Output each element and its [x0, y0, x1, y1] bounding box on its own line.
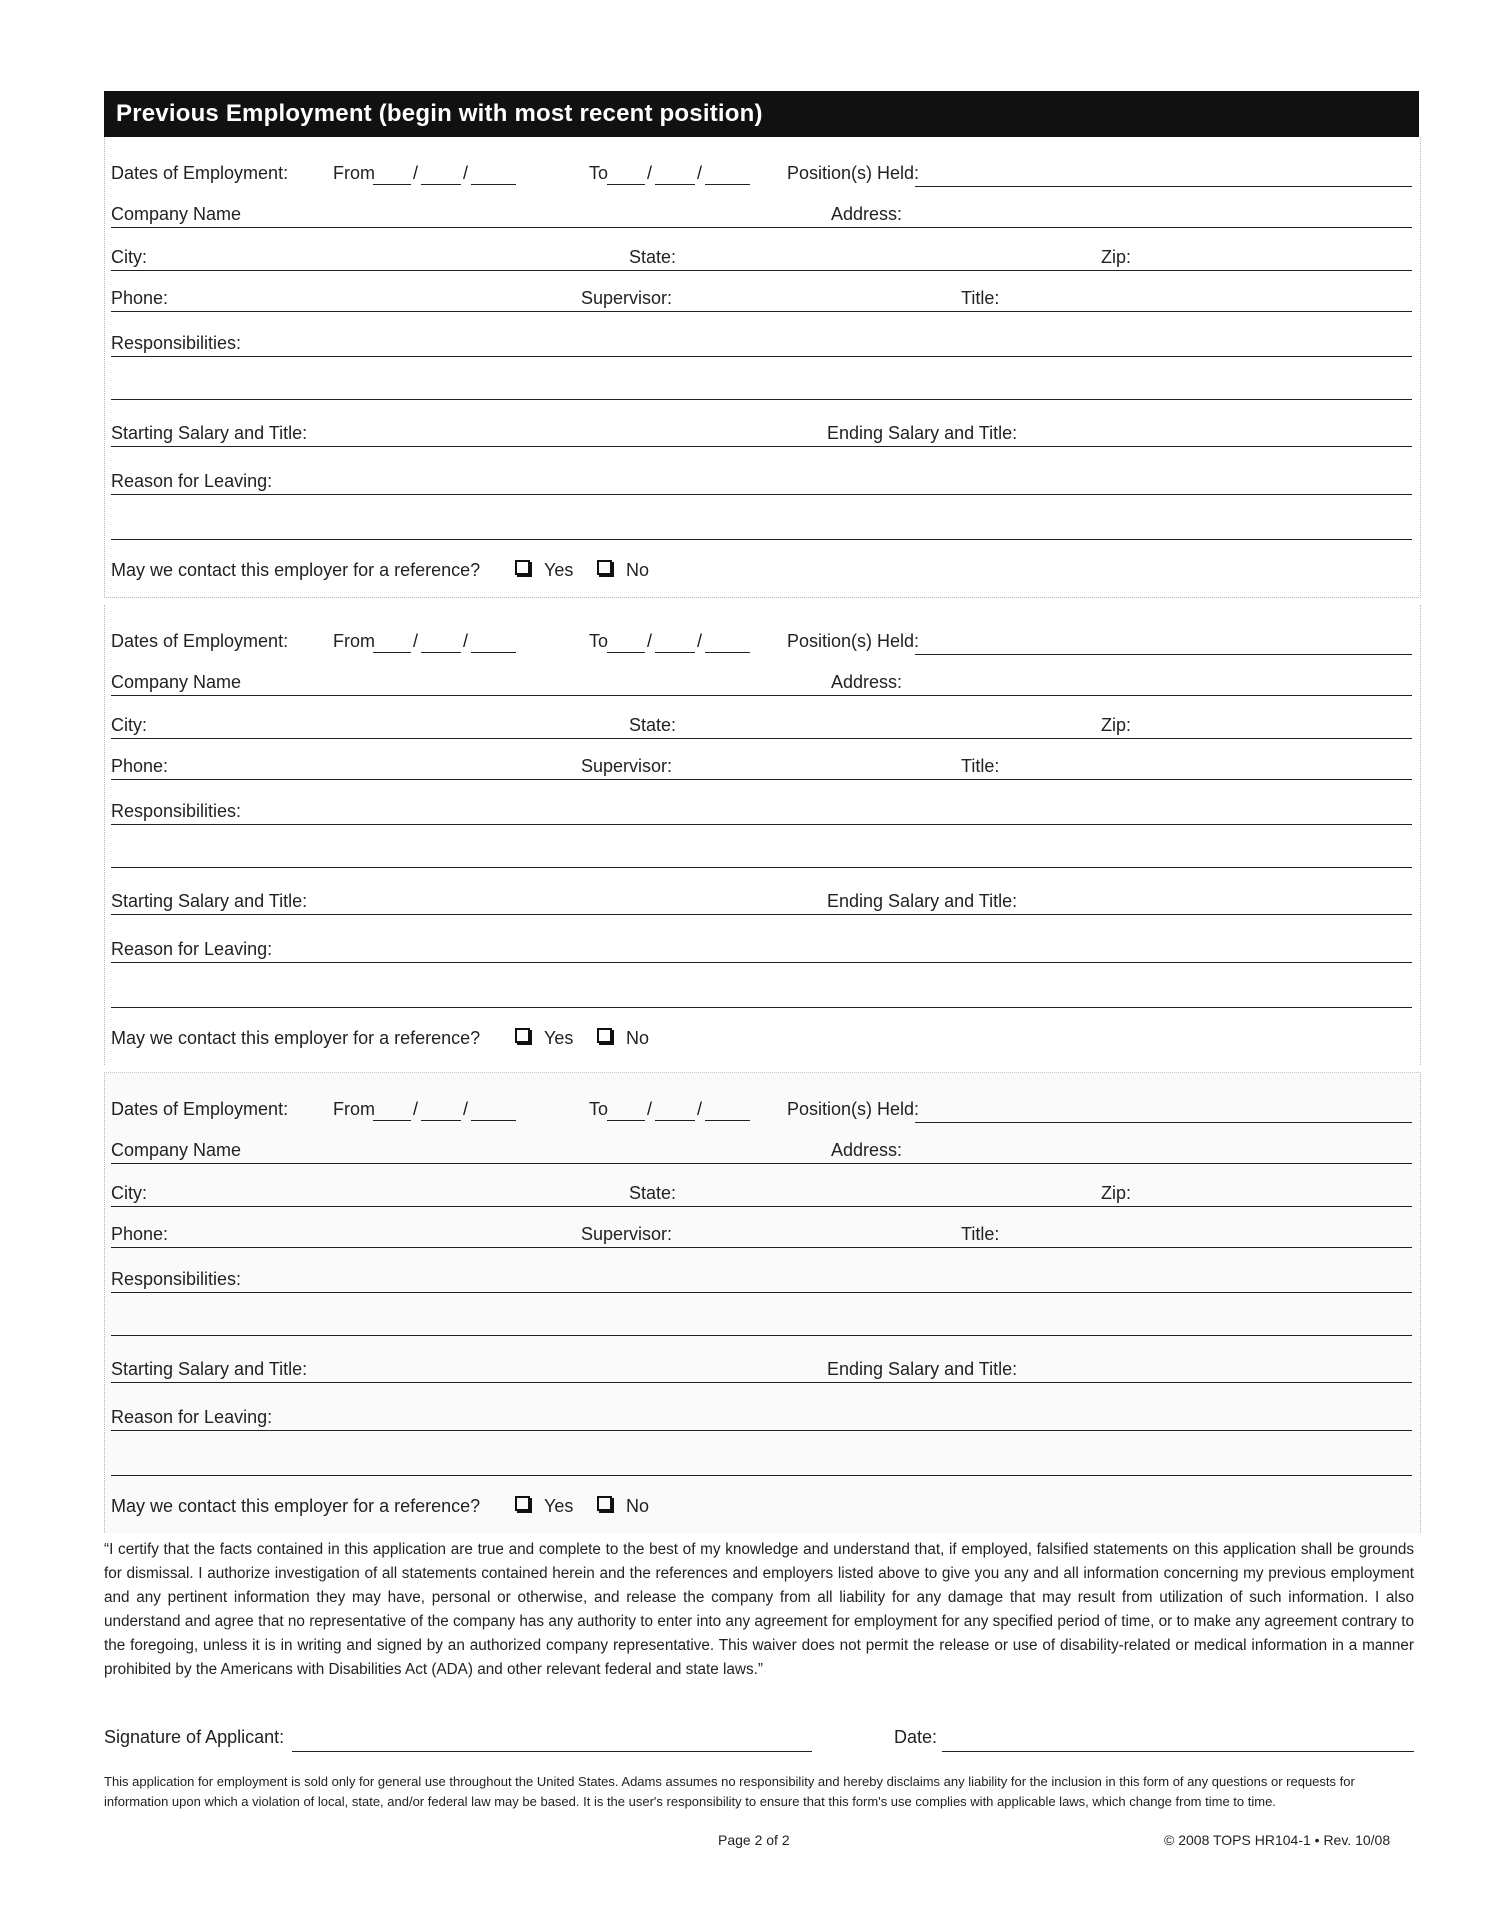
to-label: To [589, 631, 609, 651]
contact-yes-checkbox[interactable] [515, 1028, 530, 1043]
starting-salary-label: Starting Salary and Title: [111, 1359, 308, 1379]
copyright-text: © 2008 TOPS HR104-1 • Rev. 10/08 [1164, 1832, 1391, 1848]
responsibilities-label: Responsibilities: [111, 333, 242, 353]
salary-line[interactable] [111, 1382, 1412, 1383]
phone-label: Phone: [111, 288, 169, 308]
reason-line[interactable] [111, 494, 1412, 495]
salary-line[interactable] [111, 446, 1412, 447]
address-label: Address: [831, 204, 903, 224]
company-label: Company Name [111, 1140, 242, 1160]
supervisor-label: Supervisor: [581, 288, 673, 308]
address-label: Address: [831, 672, 903, 692]
date-label: Date: [894, 1727, 938, 1747]
dates-label: Dates of Employment: [111, 631, 289, 651]
company-label: Company Name [111, 672, 242, 692]
phone-line[interactable] [111, 1247, 1412, 1248]
contact-no-checkbox[interactable] [597, 560, 612, 575]
responsibilities-extra-row [111, 1311, 1412, 1333]
to-date-field[interactable]: / / [607, 630, 757, 652]
contact-question: May we contact this employer for a reference? [111, 1496, 481, 1516]
contact-yes-checkbox[interactable] [515, 1496, 530, 1511]
contact-question: May we contact this employer for a reference? [111, 560, 481, 580]
phone-row [111, 287, 1412, 309]
reason-row [111, 938, 1412, 960]
from-label: From [333, 1099, 375, 1119]
state-label: State: [629, 715, 677, 735]
contact-yes-checkbox[interactable] [515, 560, 530, 575]
reason-line[interactable] [111, 962, 1412, 963]
ending-salary-label: Ending Salary and Title: [827, 1359, 1018, 1379]
contact-row [111, 1495, 1412, 1517]
company-line[interactable] [111, 695, 1412, 696]
phone-row [111, 1223, 1412, 1245]
reason-row [111, 1406, 1412, 1428]
title-label: Title: [961, 1224, 1000, 1244]
ending-salary-label: Ending Salary and Title: [827, 891, 1018, 911]
responsibilities-extra-line[interactable] [111, 1335, 1412, 1336]
supervisor-label: Supervisor: [581, 1224, 673, 1244]
company-line[interactable] [111, 1163, 1412, 1164]
responsibilities-row [111, 800, 1412, 822]
reason-label: Reason for Leaving: [111, 939, 273, 959]
contact-no-label: No [626, 1496, 650, 1516]
salary-row [111, 1358, 1412, 1380]
starting-salary-label: Starting Salary and Title: [111, 423, 308, 443]
signature-line[interactable] [292, 1751, 812, 1752]
date-line[interactable] [942, 1751, 1414, 1752]
position-line[interactable] [915, 1122, 1412, 1123]
from-date-field[interactable]: / / [373, 630, 523, 652]
reason-line[interactable] [111, 1430, 1412, 1431]
reason-label: Reason for Leaving: [111, 1407, 273, 1427]
contact-no-label: No [626, 560, 650, 580]
state-label: State: [629, 1183, 677, 1203]
responsibilities-label: Responsibilities: [111, 1269, 242, 1289]
reason-extra-line[interactable] [111, 539, 1412, 540]
position-label: Position(s) Held: [787, 163, 920, 183]
employment-block [104, 137, 1421, 598]
phone-row [111, 755, 1412, 777]
zip-label: Zip: [1101, 1183, 1132, 1203]
certification-statement: “I certify that the facts contained in this application are true and complete to the best of my knowledge and understand that, if employed, falsified statements on this application shall be grounds for dismissal. I authorize investigation of all statements contained herein and the references and employers listed above to give you any and all information concerning my previous employment and any pertinent information they may have, personal or otherwise, and release the company from all liability for any damage that may result from utilization of such information. I also understand and agree that no representative of the company has any authority to enter into any agreement for employment for any specified period of time, or to make any agreement contrary to the foregoing, unless it is in writing and signed by an authorized company representative. This waiver does not permit the release or use of disability-related or medical information in a manner prohibited by the Americans with Disabilities Act (ADA) and other relevant federal and state laws.” [104, 1541, 1414, 1678]
contact-no-checkbox[interactable] [597, 1028, 612, 1043]
section-header: Previous Employment (begin with most recent position) [104, 91, 1419, 137]
dates-row [111, 162, 1412, 184]
responsibilities-line[interactable] [111, 824, 1412, 825]
contact-no-checkbox[interactable] [597, 1496, 612, 1511]
position-line[interactable] [915, 186, 1412, 187]
contact-yes-label: Yes [544, 560, 574, 580]
reason-label: Reason for Leaving: [111, 471, 273, 491]
address-label: Address: [831, 1140, 903, 1160]
salary-row [111, 422, 1412, 444]
to-date-field[interactable]: / / [607, 1098, 757, 1120]
to-label: To [589, 1099, 609, 1119]
dates-label: Dates of Employment: [111, 163, 289, 183]
city-line[interactable] [111, 1206, 1412, 1207]
city-row [111, 714, 1412, 736]
contact-no-label: No [626, 1028, 650, 1048]
starting-salary-label: Starting Salary and Title: [111, 891, 308, 911]
phone-line[interactable] [111, 311, 1412, 312]
employment-block [104, 605, 1421, 1065]
position-label: Position(s) Held: [787, 1099, 920, 1119]
phone-line[interactable] [111, 779, 1412, 780]
responsibilities-line[interactable] [111, 1292, 1412, 1293]
company-label: Company Name [111, 204, 242, 224]
contact-row [111, 559, 1412, 581]
reason-extra-line[interactable] [111, 1475, 1412, 1476]
from-date-field[interactable]: / / [373, 162, 523, 184]
responsibilities-extra-line[interactable] [111, 399, 1412, 400]
reason-extra-row [111, 1451, 1412, 1473]
position-line[interactable] [915, 654, 1412, 655]
reason-extra-row [111, 515, 1412, 537]
reason-extra-line[interactable] [111, 1007, 1412, 1008]
company-row [111, 203, 1412, 225]
responsibilities-extra-line[interactable] [111, 867, 1412, 868]
title-label: Title: [961, 288, 1000, 308]
position-label: Position(s) Held: [787, 631, 920, 651]
employment-block [104, 1072, 1421, 1533]
from-date-field[interactable]: / / [373, 1098, 523, 1120]
signature-label: Signature of Applicant: [104, 1727, 285, 1747]
dates-label: Dates of Employment: [111, 1099, 289, 1119]
city-row [111, 246, 1412, 268]
title-label: Title: [961, 756, 1000, 776]
responsibilities-row [111, 1268, 1412, 1290]
contact-yes-label: Yes [544, 1028, 574, 1048]
responsibilities-label: Responsibilities: [111, 801, 242, 821]
signature-row [104, 1726, 1414, 1750]
company-line[interactable] [111, 227, 1412, 228]
city-row [111, 1182, 1412, 1204]
city-label: City: [111, 1183, 147, 1203]
ending-salary-label: Ending Salary and Title: [827, 423, 1018, 443]
city-line[interactable] [111, 270, 1412, 271]
to-date-field[interactable]: / / [607, 162, 757, 184]
page-number: Page 2 of 2 [718, 1832, 790, 1848]
city-label: City: [111, 715, 147, 735]
responsibilities-extra-row [111, 375, 1412, 397]
salary-row [111, 890, 1412, 912]
company-row [111, 671, 1412, 693]
state-label: State: [629, 247, 677, 267]
phone-label: Phone: [111, 1224, 169, 1244]
reason-row [111, 470, 1412, 492]
company-row [111, 1139, 1412, 1161]
city-label: City: [111, 247, 147, 267]
disclaimer-text: This application for employment is sold only for general use throughout the United States. Adams assumes no responsibility and hereby disclaims any liability for the inclusion in this form of any questions or requests for information upon which a violation of local, state, and/or federal law may be based. It is the user's responsibility to ensure that this form's use complies with applicable laws, which change from time to time. [104, 1774, 1355, 1809]
responsibilities-extra-row [111, 843, 1412, 865]
responsibilities-row [111, 332, 1412, 354]
zip-label: Zip: [1101, 715, 1132, 735]
phone-label: Phone: [111, 756, 169, 776]
dates-row [111, 1098, 1412, 1120]
responsibilities-line[interactable] [111, 356, 1412, 357]
reason-extra-row [111, 983, 1412, 1005]
from-label: From [333, 163, 375, 183]
contact-yes-label: Yes [544, 1496, 574, 1516]
from-label: From [333, 631, 375, 651]
dates-row [111, 630, 1412, 652]
city-line[interactable] [111, 738, 1412, 739]
supervisor-label: Supervisor: [581, 756, 673, 776]
salary-line[interactable] [111, 914, 1412, 915]
contact-row [111, 1027, 1412, 1049]
zip-label: Zip: [1101, 247, 1132, 267]
to-label: To [589, 163, 609, 183]
contact-question: May we contact this employer for a reference? [111, 1028, 481, 1048]
